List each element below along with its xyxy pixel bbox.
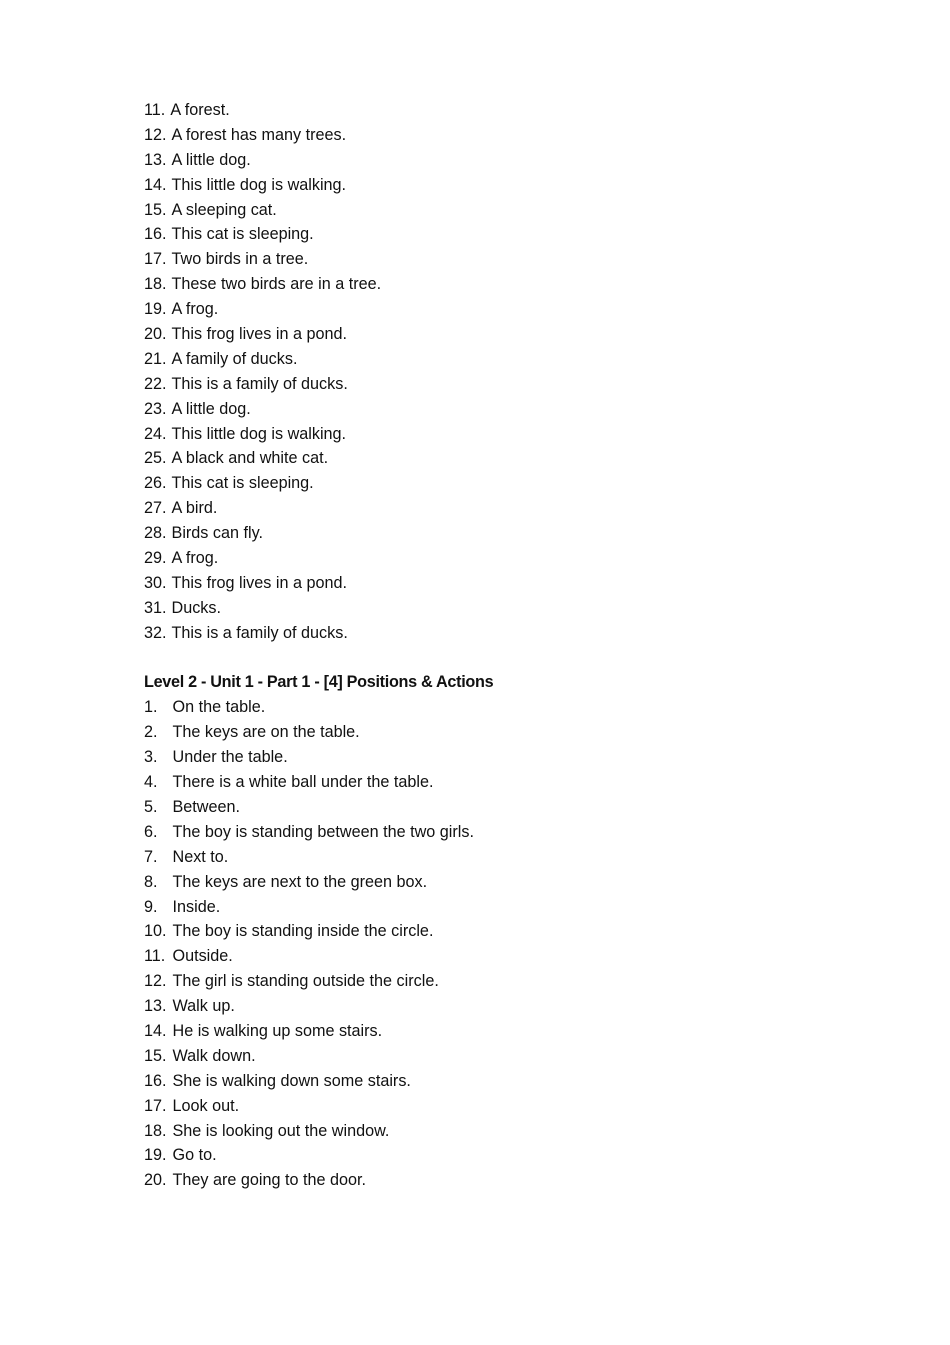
item-number: 24. — [144, 424, 167, 443]
item-text: She is walking down some stairs. — [172, 1071, 411, 1090]
item-number: 29. — [144, 549, 167, 568]
item-text: Outside. — [172, 947, 233, 966]
item-text: The boy is standing inside the circle. — [172, 922, 434, 941]
item-number: 3. — [144, 748, 158, 767]
list-item — [144, 795, 844, 820]
item-text: A forest has many trees. — [171, 125, 347, 144]
item-number: 32. — [144, 623, 167, 642]
list-item — [144, 123, 844, 148]
item-text: A little dog. — [171, 399, 251, 418]
item-number: 14. — [144, 175, 167, 194]
list-item — [144, 1019, 844, 1044]
list-item — [144, 994, 844, 1019]
list-item — [144, 148, 844, 173]
list-item — [144, 695, 844, 720]
list-item — [144, 770, 844, 795]
item-number: 9. — [144, 897, 158, 916]
item-text: This is a family of ducks. — [171, 374, 348, 393]
item-text: A forest. — [170, 101, 230, 119]
list-item — [144, 720, 844, 745]
item-text: Next to. — [172, 847, 229, 866]
item-text: A family of ducks. — [171, 349, 298, 368]
item-number: 17. — [144, 250, 167, 269]
list-item — [144, 621, 844, 646]
item-number: 15. — [144, 1046, 167, 1065]
item-text: Birds can fly. — [171, 524, 263, 543]
list-item — [144, 745, 844, 770]
item-number: 13. — [144, 997, 167, 1016]
list-item — [144, 870, 844, 895]
item-text: The girl is standing outside the circle. — [172, 972, 439, 991]
document-page — [144, 98, 844, 1193]
list-item — [144, 173, 844, 198]
list-item — [144, 969, 844, 994]
item-text: A frog. — [171, 549, 219, 568]
item-text: This frog lives in a pond. — [171, 573, 347, 592]
item-number: 20. — [144, 1171, 167, 1190]
list-item — [144, 422, 844, 447]
item-number: 23. — [144, 399, 167, 418]
item-number: 4. — [144, 773, 158, 792]
item-number: 1. — [144, 698, 158, 717]
list-item — [144, 845, 844, 870]
item-text: Inside. — [172, 897, 221, 916]
list-item — [144, 820, 844, 845]
list-item — [144, 98, 844, 123]
item-text: These two birds are in a tree. — [171, 275, 382, 294]
list-item — [144, 347, 844, 372]
item-number: 20. — [144, 325, 167, 344]
item-number: 6. — [144, 822, 158, 841]
list-item — [144, 446, 844, 471]
list-item — [144, 571, 844, 596]
list-item — [144, 1168, 844, 1193]
item-text: On the table. — [172, 698, 266, 717]
item-text: This little dog is walking. — [171, 424, 347, 443]
list-item — [144, 496, 844, 521]
item-text: Walk down. — [172, 1046, 256, 1065]
list-item — [144, 1143, 844, 1168]
item-text: A sleeping cat. — [171, 200, 277, 219]
list-item — [144, 1094, 844, 1119]
item-number: 28. — [144, 524, 167, 543]
item-text: They are going to the door. — [172, 1171, 366, 1190]
item-text: A black and white cat. — [171, 449, 329, 468]
item-number: 13. — [144, 150, 167, 169]
item-text: A frog. — [171, 300, 219, 319]
item-text: He is walking up some stairs. — [172, 1021, 383, 1040]
item-text: This cat is sleeping. — [171, 474, 314, 493]
item-text: A bird. — [171, 499, 218, 518]
item-text: The boy is standing between the two girls. — [172, 822, 474, 841]
item-number: 2. — [144, 723, 158, 742]
item-number: 15. — [144, 200, 167, 219]
item-number: 17. — [144, 1096, 167, 1115]
list-item — [144, 919, 844, 944]
item-text: There is a white ball under the table. — [172, 773, 434, 792]
list-item — [144, 222, 844, 247]
list-item — [144, 322, 844, 347]
item-text: Between. — [172, 797, 240, 816]
item-text: She is looking out the window. — [172, 1121, 390, 1140]
item-text: This cat is sleeping. — [171, 225, 314, 244]
list-item — [144, 397, 844, 422]
item-text: The keys are next to the green box. — [172, 872, 428, 891]
list-item — [144, 1044, 844, 1069]
vocabulary-list-positions-actions — [144, 695, 844, 1193]
list-item — [144, 944, 844, 969]
item-text: Two birds in a tree. — [171, 250, 309, 269]
item-text: A little dog. — [171, 150, 251, 169]
item-number: 19. — [144, 1146, 167, 1165]
item-number: 18. — [144, 275, 167, 294]
list-item — [144, 1119, 844, 1144]
item-number: 16. — [144, 1071, 167, 1090]
item-text: Ducks. — [171, 598, 221, 617]
item-text: The keys are on the table. — [172, 723, 360, 742]
item-text: Under the table. — [172, 748, 288, 767]
list-item — [144, 546, 844, 571]
item-number: 14. — [144, 1021, 167, 1040]
item-number: 5. — [144, 797, 158, 816]
list-item — [144, 272, 844, 297]
list-item — [144, 372, 844, 397]
item-number: 22. — [144, 374, 167, 393]
item-number: 10. — [144, 922, 167, 941]
item-number: 31. — [144, 598, 167, 617]
list-item — [144, 895, 844, 920]
item-number: 12. — [144, 125, 167, 144]
item-text: This little dog is walking. — [171, 175, 347, 194]
item-number: 27. — [144, 499, 167, 518]
list-item — [144, 198, 844, 223]
item-number: 26. — [144, 474, 167, 493]
list-item — [144, 247, 844, 272]
list-item — [144, 297, 844, 322]
item-number: 8. — [144, 872, 158, 891]
item-number: 16. — [144, 225, 167, 244]
item-number: 19. — [144, 300, 167, 319]
item-number: 30. — [144, 573, 167, 592]
list-item — [144, 521, 844, 546]
item-number: 12. — [144, 972, 167, 991]
item-text: Go to. — [172, 1146, 217, 1165]
item-number: 7. — [144, 847, 158, 866]
list-item — [144, 596, 844, 621]
item-text: This is a family of ducks. — [171, 623, 348, 642]
item-text: This frog lives in a pond. — [171, 325, 347, 344]
item-number: 11. — [144, 101, 166, 119]
item-text: Look out. — [172, 1096, 240, 1115]
item-number: 21. — [144, 349, 167, 368]
item-number: 25. — [144, 449, 167, 468]
vocabulary-list-part-a — [144, 98, 844, 646]
list-item — [144, 471, 844, 496]
item-number: 11. — [144, 947, 166, 966]
item-number: 18. — [144, 1121, 167, 1140]
list-item — [144, 1069, 844, 1094]
item-text: Walk up. — [172, 997, 235, 1016]
section-heading: Level 2 - Unit 1 - Part 1 - [4] Positions & Actions — [144, 673, 494, 692]
